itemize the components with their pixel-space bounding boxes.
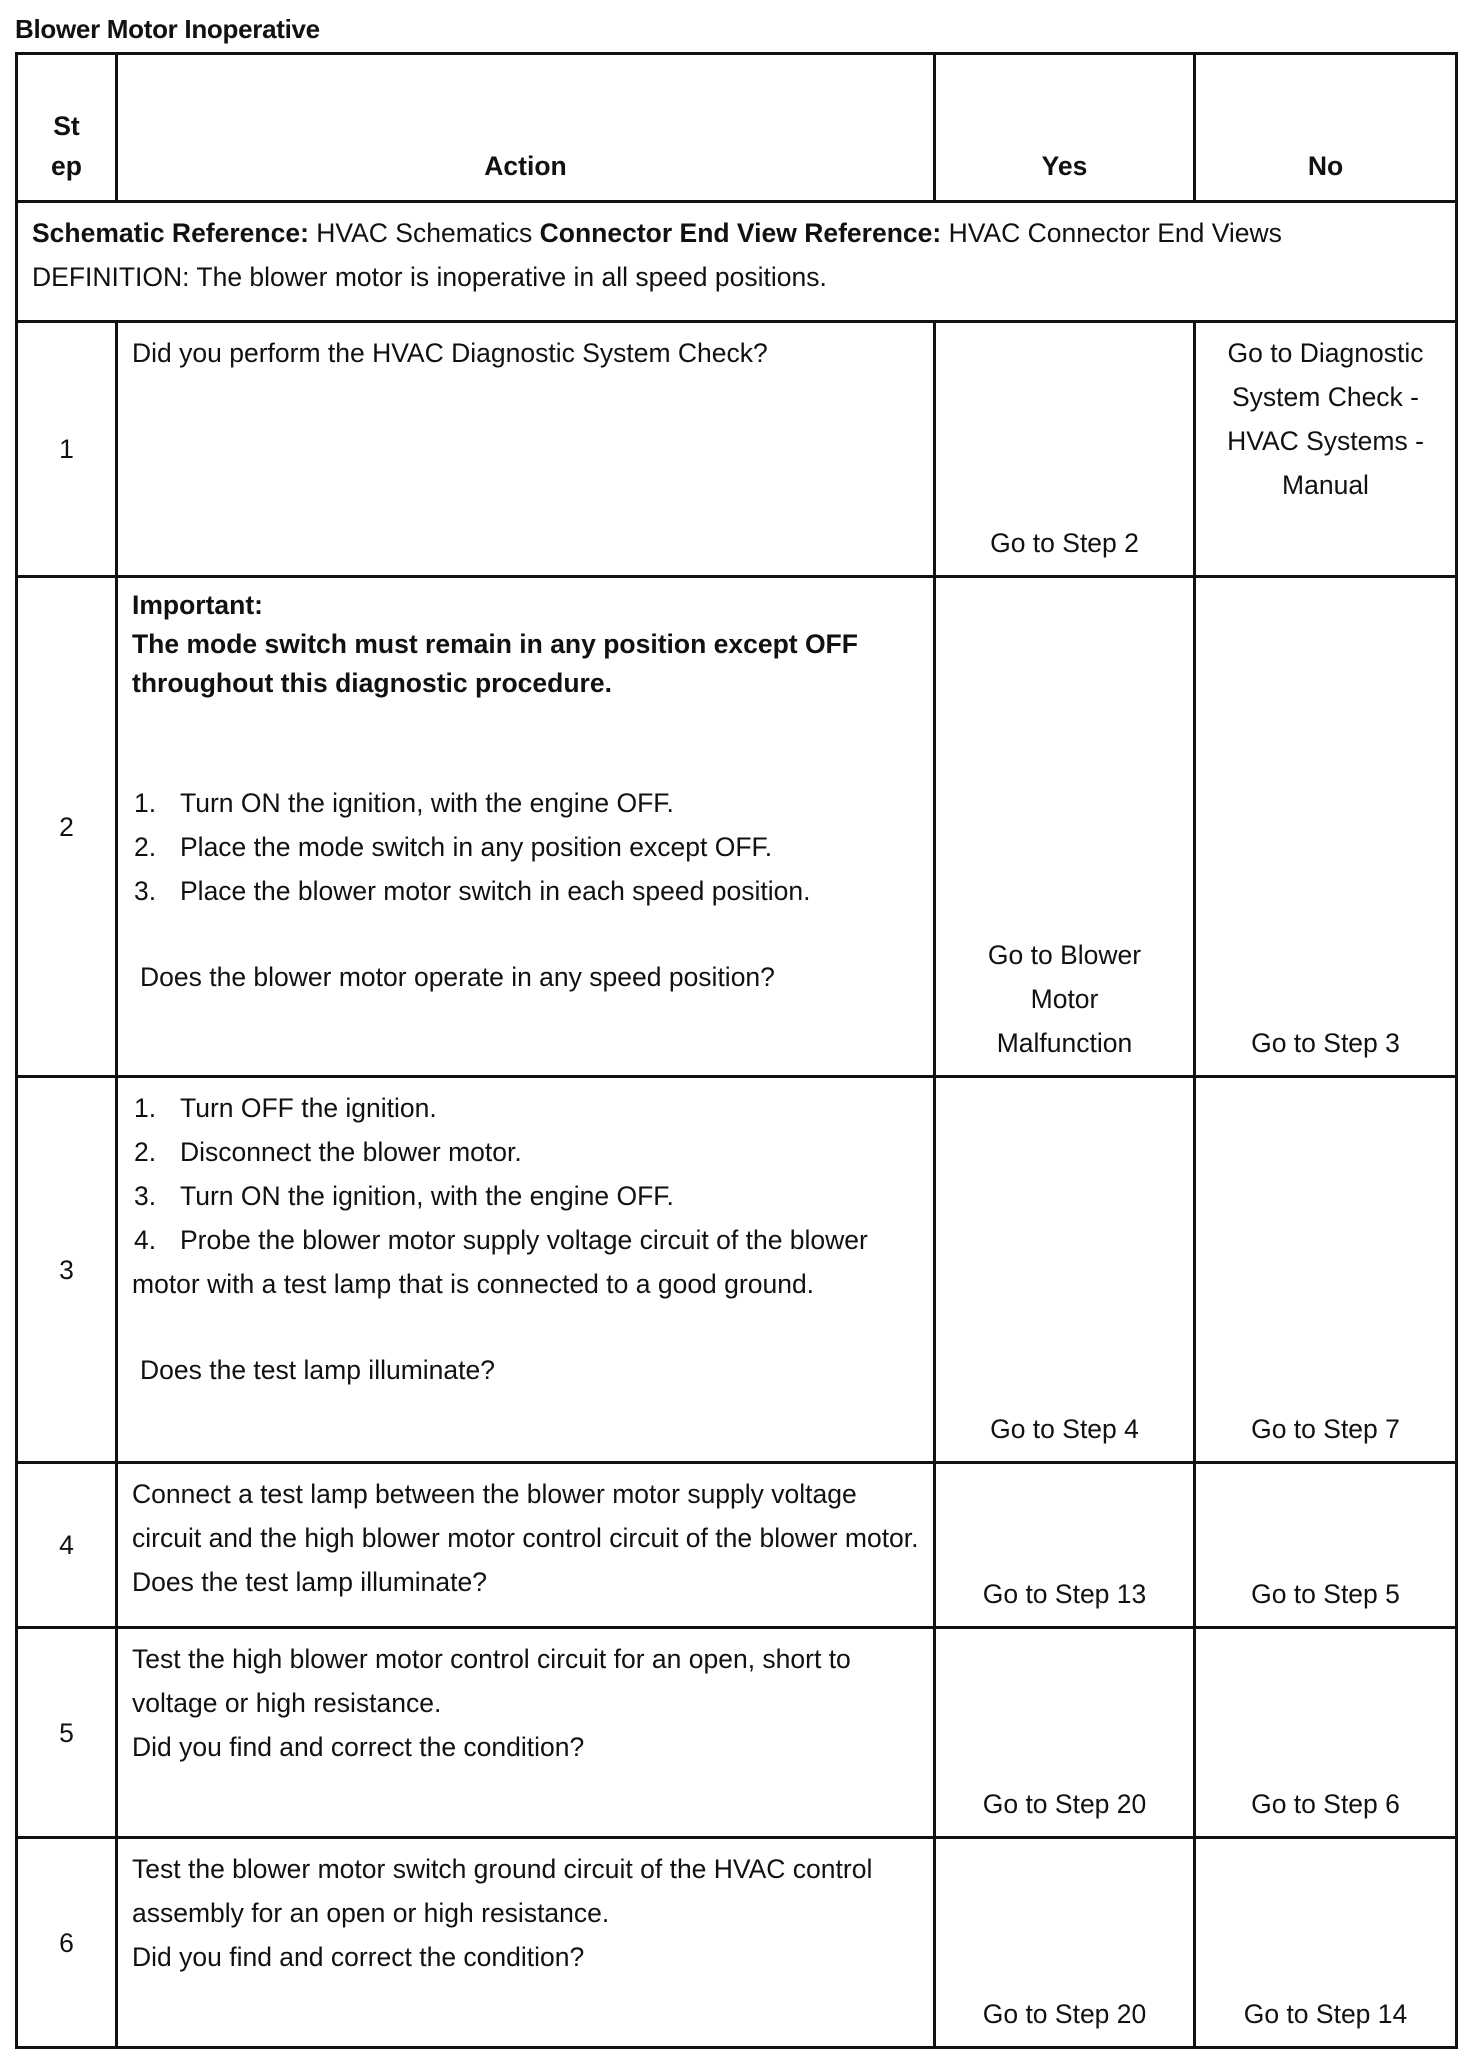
step-question: Does the test lamp illuminate? <box>140 1355 495 1385</box>
step-number: 1 <box>17 322 117 577</box>
step-no: Go to Diagnostic System Check - HVAC Systems - Manual <box>1195 322 1457 577</box>
step-number: 2 <box>17 577 117 1077</box>
table-row <box>17 322 1457 577</box>
step-question: Does the blower motor operate in any speed position? <box>140 962 775 992</box>
step-number: 6 <box>17 1838 117 2048</box>
header-row <box>17 54 1457 202</box>
important-label: Important: <box>132 590 264 620</box>
step-number: 5 <box>17 1628 117 1838</box>
step-list <box>132 1086 919 1306</box>
step-action-text: Test the blower motor switch ground circuit of the HVAC control assembly for an open or high resistance. <box>132 1854 873 1928</box>
connector-reference-value: HVAC Connector End Views <box>948 218 1282 248</box>
step-yes: Go to Step 20 <box>935 1838 1195 2048</box>
page-title: Blower Motor Inoperative <box>15 14 320 44</box>
schematic-reference-label: Schematic Reference: <box>32 218 309 248</box>
header-action: Action <box>117 54 935 202</box>
step-yes: Go to Step 13 <box>935 1463 1195 1628</box>
step-yes: Go to Step 2 <box>935 322 1195 577</box>
schematic-reference-value: HVAC Schematics <box>316 218 533 248</box>
step-list <box>132 781 919 913</box>
reference-row <box>17 202 1457 322</box>
step-action <box>117 577 935 1077</box>
list-item: 3. Turn ON the ignition, with the engine OFF. <box>134 1181 674 1211</box>
step-question: Did you find and correct the condition? <box>132 1732 585 1762</box>
step-action-text: Test the high blower motor control circuit for an open, short to voltage or high resistance. <box>132 1644 851 1718</box>
step-no: Go to Step 5 <box>1195 1463 1457 1628</box>
table-row <box>17 1077 1457 1463</box>
step-question: Did you find and correct the condition? <box>132 1942 585 1972</box>
step-no: Go to Step 3 <box>1195 577 1457 1077</box>
table-row <box>17 577 1457 1077</box>
list-item: 3. Place the blower motor switch in each speed position. <box>134 876 811 906</box>
step-action <box>117 1838 935 2048</box>
header-no: No <box>1195 54 1457 202</box>
diagnostic-table <box>15 52 1458 2049</box>
definition-text: DEFINITION: The blower motor is inoperative in all speed positions. <box>32 262 827 292</box>
step-no: Go to Step 6 <box>1195 1628 1457 1838</box>
list-item: 1. Turn ON the ignition, with the engine OFF. <box>134 788 674 818</box>
header-step: St ep <box>17 54 117 202</box>
step-yes: Go to Step 20 <box>935 1628 1195 1838</box>
header-yes: Yes <box>935 54 1195 202</box>
step-number: 3 <box>17 1077 117 1463</box>
table-row <box>17 1628 1457 1838</box>
step-action: Connect a test lamp between the blower motor supply voltage circuit and the high blower motor control circuit of the blower motor. Does the test lamp illuminate? <box>117 1463 935 1628</box>
step-number: 4 <box>17 1463 117 1628</box>
step-action <box>117 1628 935 1838</box>
step-no: Go to Step 7 <box>1195 1077 1457 1463</box>
list-item: 2. Place the mode switch in any position except OFF. <box>134 832 773 862</box>
list-item: 4. Probe the blower motor supply voltage circuit of the blower motor with a test lamp that is connected to a good ground. <box>132 1225 868 1299</box>
step-yes: Go to Step 4 <box>935 1077 1195 1463</box>
list-item: 2. Disconnect the blower motor. <box>134 1137 522 1167</box>
table-row <box>17 1838 1457 2048</box>
important-text: The mode switch must remain in any position except OFF throughout this diagnostic procedure. <box>132 629 858 698</box>
list-item: 1. Turn OFF the ignition. <box>134 1093 437 1123</box>
table-row <box>17 1463 1457 1628</box>
step-action <box>117 1077 935 1463</box>
step-action: Did you perform the HVAC Diagnostic System Check? <box>117 322 935 577</box>
step-no: Go to Step 14 <box>1195 1838 1457 2048</box>
connector-reference-label: Connector End View Reference: <box>539 218 942 248</box>
reference-cell <box>17 202 1457 322</box>
step-yes: Go to Blower Motor Malfunction <box>935 577 1195 1077</box>
